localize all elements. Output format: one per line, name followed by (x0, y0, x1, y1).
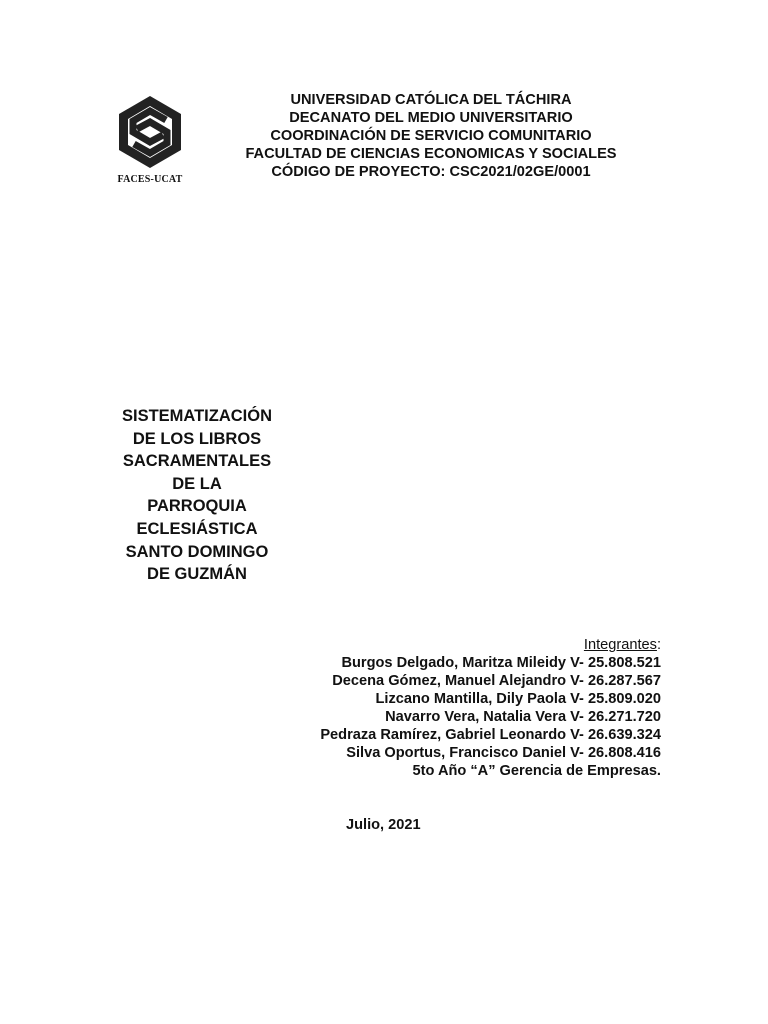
document-date: Julio, 2021 (346, 817, 421, 833)
project-code: CÓDIGO DE PROYECTO: CSC2021/02GE/0001 (271, 164, 591, 180)
title-line: DE GUZMÁN (147, 565, 247, 584)
faces-ucat-logo-icon (116, 94, 184, 170)
member-line: Silva Oportus, Francisco Daniel V- 26.808.416 (346, 745, 661, 761)
university-name: UNIVERSIDAD CATÓLICA DEL TÁCHIRA (290, 92, 572, 108)
faces-ucat-logo (108, 94, 192, 190)
member-line: Burgos Delgado, Maritza Mileidy V- 25.808.521 (341, 655, 661, 671)
title-line: SISTEMATIZACIÓN (121, 407, 273, 425)
members-block (241, 636, 661, 780)
institution-header (200, 91, 662, 181)
deanery-name: DECANATO DEL MEDIO UNIVERSITARIO (289, 110, 573, 126)
member-line: Pedraza Ramírez, Gabriel Leonardo V- 26.639.324 (320, 727, 661, 743)
logo-text: FACES-UCAT (117, 174, 183, 185)
member-line: Navarro Vera, Natalia Vera V- 26.271.720 (385, 709, 661, 725)
title-line: PARROQUIA (147, 497, 247, 516)
course-line: 5to Año “A” Gerencia de Empresas. (412, 763, 661, 779)
title-line: SACRAMENTALES (122, 452, 272, 471)
members-heading-colon: : (656, 637, 661, 653)
coordination-name: COORDINACIÓN DE SERVICIO COMUNITARIO (270, 128, 592, 144)
members-heading-label: Integrantes (583, 637, 657, 653)
title-line: SANTO DOMINGO (125, 542, 269, 561)
title-line: DE LA (172, 474, 222, 493)
faculty-name: FACULTAD DE CIENCIAS ECONOMICAS Y SOCIALES (245, 146, 617, 162)
project-title (112, 405, 282, 586)
title-line: ECLESIÁSTICA (136, 519, 258, 538)
title-line: DE LOS LIBROS (132, 429, 262, 448)
member-line: Decena Gómez, Manuel Alejandro V- 26.287.567 (332, 673, 661, 689)
members-heading (241, 636, 661, 654)
member-line: Lizcano Mantilla, Dily Paola V- 25.809.020 (375, 691, 661, 707)
